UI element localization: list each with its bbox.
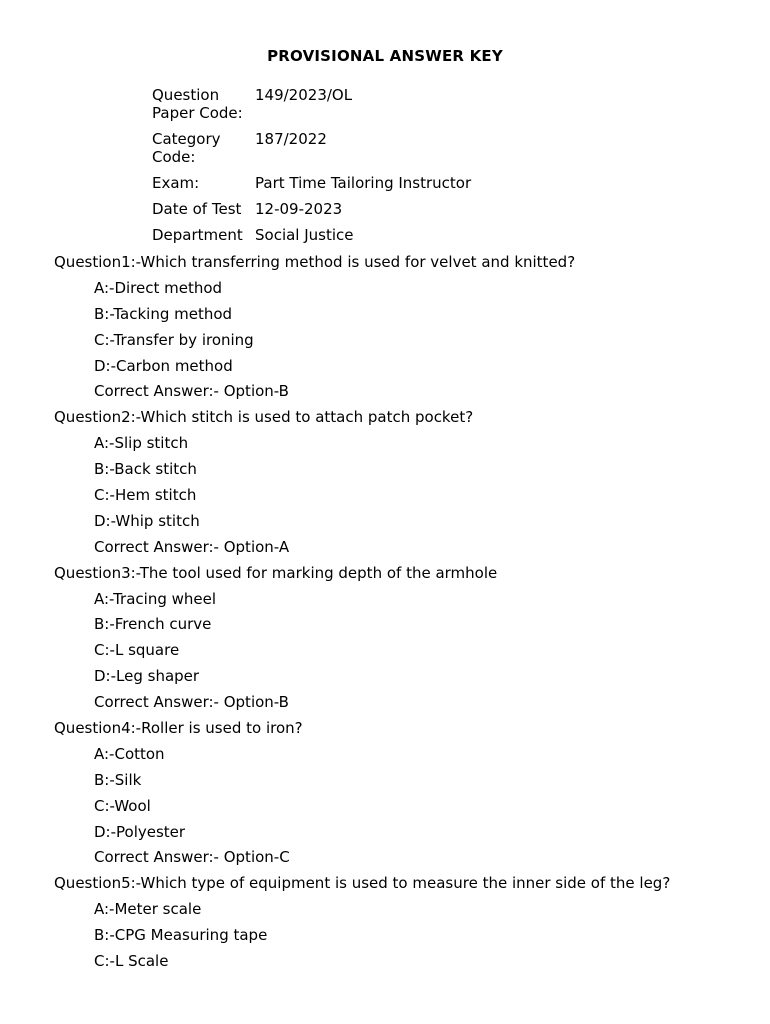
meta-value-exam: Part Time Tailoring Instructor: [255, 174, 472, 192]
option-c: C:-L square: [94, 641, 180, 660]
option-a: A:-Direct method: [94, 278, 223, 297]
option-a: A:-Tracing wheel: [94, 589, 217, 608]
correct-answer: Correct Answer:- Option-C: [94, 848, 290, 867]
meta-value-category-code: 187/2022: [255, 130, 327, 148]
option-c: C:-Hem stitch: [94, 486, 197, 505]
option-b: B:-French curve: [94, 615, 212, 634]
page-title: PROVISIONAL ANSWER KEY: [267, 47, 503, 65]
option-c: C:-L Scale: [94, 952, 169, 971]
meta-row-department: [147, 226, 471, 252]
meta-row-exam: [147, 174, 471, 200]
correct-answer: Correct Answer:- Option-B: [94, 693, 289, 712]
option-d: D:-Whip stitch: [94, 511, 200, 530]
correct-answer: Correct Answer:- Option-A: [94, 537, 290, 556]
meta-value-paper-code: 149/2023/OL: [255, 86, 353, 104]
meta-row-date: [147, 200, 471, 226]
question-text: Question5:-Which type of equipment is used to measure the inner side of the leg?: [54, 874, 671, 893]
meta-value-date: 12-09-2023: [255, 200, 343, 218]
option-a: A:-Meter scale: [94, 900, 202, 919]
question-list: [54, 252, 754, 977]
option-d: D:-Polyester: [94, 822, 186, 841]
question-text: Question4:-Roller is used to iron?: [54, 719, 303, 738]
question-text: Question3:-The tool used for marking depth of the armhole: [54, 563, 498, 582]
option-d: D:-Leg shaper: [94, 667, 200, 686]
question-text: Question2:-Which stitch is used to attach patch pocket?: [54, 408, 474, 427]
correct-answer: Correct Answer:- Option-B: [94, 382, 289, 401]
meta-row-paper-code: [147, 86, 471, 130]
meta-label: Department: [152, 226, 243, 244]
meta-label: Exam:: [152, 174, 200, 192]
option-d: D:-Carbon method: [94, 356, 233, 375]
meta-label: Question Paper Code:: [152, 86, 243, 122]
meta-value-department: Social Justice: [255, 226, 354, 244]
meta-row-category-code: [147, 130, 471, 174]
option-a: A:-Cotton: [94, 744, 165, 763]
option-b: B:-Back stitch: [94, 460, 197, 479]
option-a: A:-Slip stitch: [94, 434, 189, 453]
option-b: B:-Silk: [94, 770, 142, 789]
option-b: B:-CPG Measuring tape: [94, 926, 268, 945]
exam-details-table: [147, 86, 471, 252]
question-text: Question1:-Which transferring method is used for velvet and knitted?: [54, 253, 576, 271]
option-c: C:-Transfer by ironing: [94, 330, 254, 349]
option-c: C:-Wool: [94, 796, 151, 815]
meta-label: Category Code:: [152, 130, 221, 166]
meta-label: Date of Test: [152, 200, 242, 218]
option-b: B:-Tacking method: [94, 304, 233, 323]
